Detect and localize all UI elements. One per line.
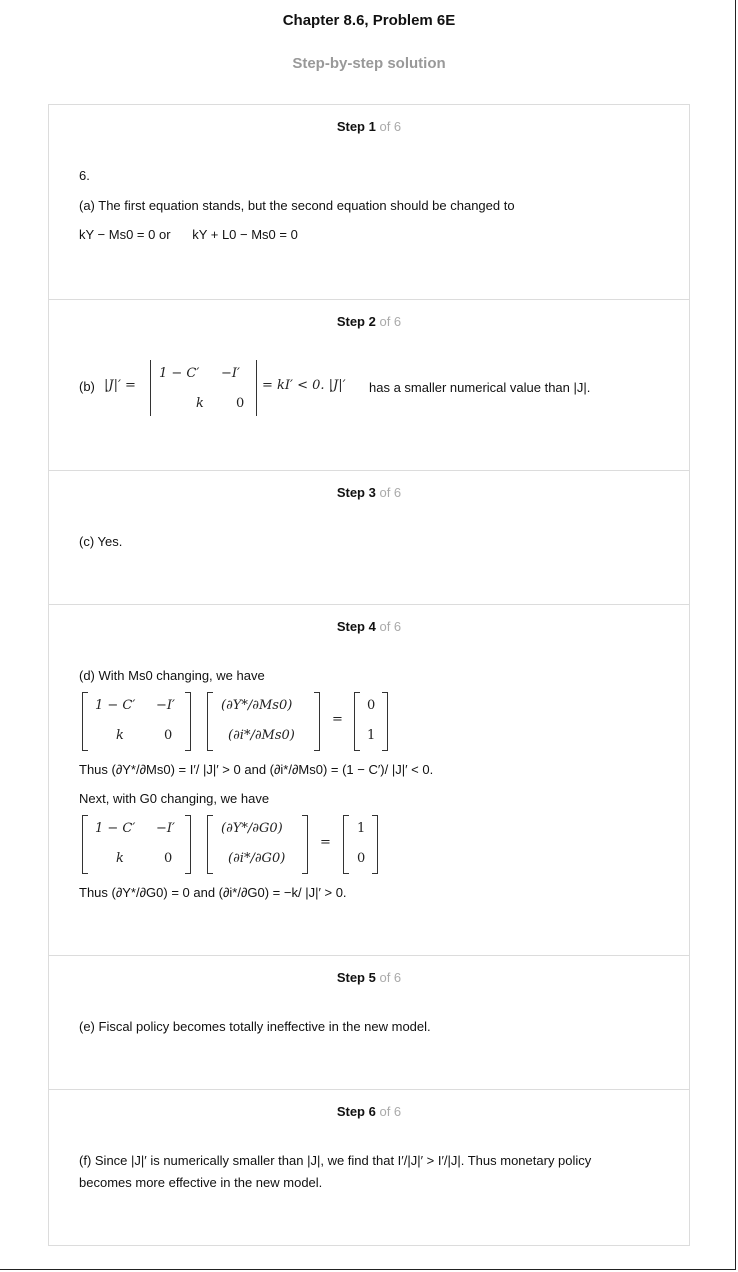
bracket-right [382,692,388,751]
step-count: of 6 [379,619,402,634]
matrix-a22: 0 [164,728,173,743]
matrix-a12: −I′ [156,698,175,713]
vector-r2: 0 [357,851,366,866]
det-a11: 1 − C′ [159,366,200,381]
solution-steps [48,104,690,1246]
step-header [49,119,689,134]
matrix-a21: k [116,728,124,743]
bracket-left [207,692,213,751]
bracket-right [314,692,320,751]
determinant-lhs: |J|′ = [104,378,136,393]
step-label: Step 6 [336,1104,376,1119]
step-label: Step 3 [336,485,376,500]
step-text: has a smaller numerical value than |J|. [369,380,591,395]
step-label: Step 1 [336,119,376,134]
step-label: Step 2 [336,314,376,329]
determinant-bar-left [150,360,151,416]
step-text: 6. [79,168,90,183]
determinant-bar-right [256,360,257,416]
step-4 [49,604,689,955]
det-a22: 0 [236,396,245,411]
determinant-rhs: = kI′ < 0. |J|′ [262,378,346,393]
step-label: Step 5 [336,970,376,985]
step-1 [49,105,689,299]
bracket-right [185,692,191,751]
det-a21: k [196,396,204,411]
equals-sign: = [320,835,331,850]
step-text: becomes more effective in the new model. [79,1175,323,1190]
step-text: (f) Since |J|′ is numerically smaller than |J|, we find that I′/|J|′ > I′/|J|. Thus monetary policy [79,1153,592,1168]
step-2 [49,299,689,470]
vector-v1: (∂Y*/∂Ms0) [221,698,293,713]
vector-r1: 1 [357,821,366,836]
page-title: Chapter 8.6, Problem 6E [282,12,456,29]
matrix-a11: 1 − C′ [95,698,136,713]
matrix-a12: −I′ [156,821,175,836]
step-text: Thus (∂Y*/∂G0) = 0 and (∂i*/∂G0) = −k/ |J|′ > 0. [79,885,347,900]
bracket-left [207,815,213,874]
step-count: of 6 [379,970,402,985]
det-a12: −I′ [221,366,240,381]
step-text: Thus (∂Y*/∂Ms0) = I′/ |J|′ > 0 and (∂i*/∂Ms0) = (1 − C′)/ |J|′ < 0. [79,762,434,777]
step-text: (d) With Ms0 changing, we have [79,668,265,683]
step-header [49,485,689,500]
vector-r1: 0 [367,698,376,713]
part-label: (b) [79,379,95,394]
vector-r2: 1 [367,728,376,743]
step-text: (e) Fiscal policy becomes totally ineffective in the new model. [79,1019,431,1034]
matrix-a11: 1 − C′ [95,821,136,836]
vector-v1: (∂Y*/∂G0) [221,821,283,836]
matrix-a21: k [116,851,124,866]
step-header [49,314,689,329]
bracket-left [354,692,360,751]
step-header [49,619,689,634]
matrix-a22: 0 [164,851,173,866]
bracket-left [82,815,88,874]
step-6 [49,1089,689,1245]
step-text: (c) Yes. [79,534,123,549]
bracket-left [343,815,349,874]
step-count: of 6 [379,485,402,500]
step-text: kY − Ms0 = 0 or kY + L0 − Ms0 = 0 [79,227,298,242]
vector-v2: (∂i*/∂Ms0) [228,728,295,743]
bracket-left [82,692,88,751]
bracket-right [185,815,191,874]
step-count: of 6 [379,119,402,134]
step-5 [49,955,689,1089]
step-header [49,970,689,985]
bracket-right [302,815,308,874]
bracket-right [372,815,378,874]
equals-sign: = [332,712,343,727]
step-label: Step 4 [336,619,376,634]
step-3 [49,470,689,604]
vector-v2: (∂i*/∂G0) [228,851,286,866]
step-count: of 6 [379,314,402,329]
step-header [49,1104,689,1119]
step-text: Next, with G0 changing, we have [79,791,270,806]
page-subtitle: Step-by-step solution [292,55,446,72]
step-count: of 6 [379,1104,402,1119]
step-text: (a) The first equation stands, but the second equation should be changed to [79,198,515,213]
